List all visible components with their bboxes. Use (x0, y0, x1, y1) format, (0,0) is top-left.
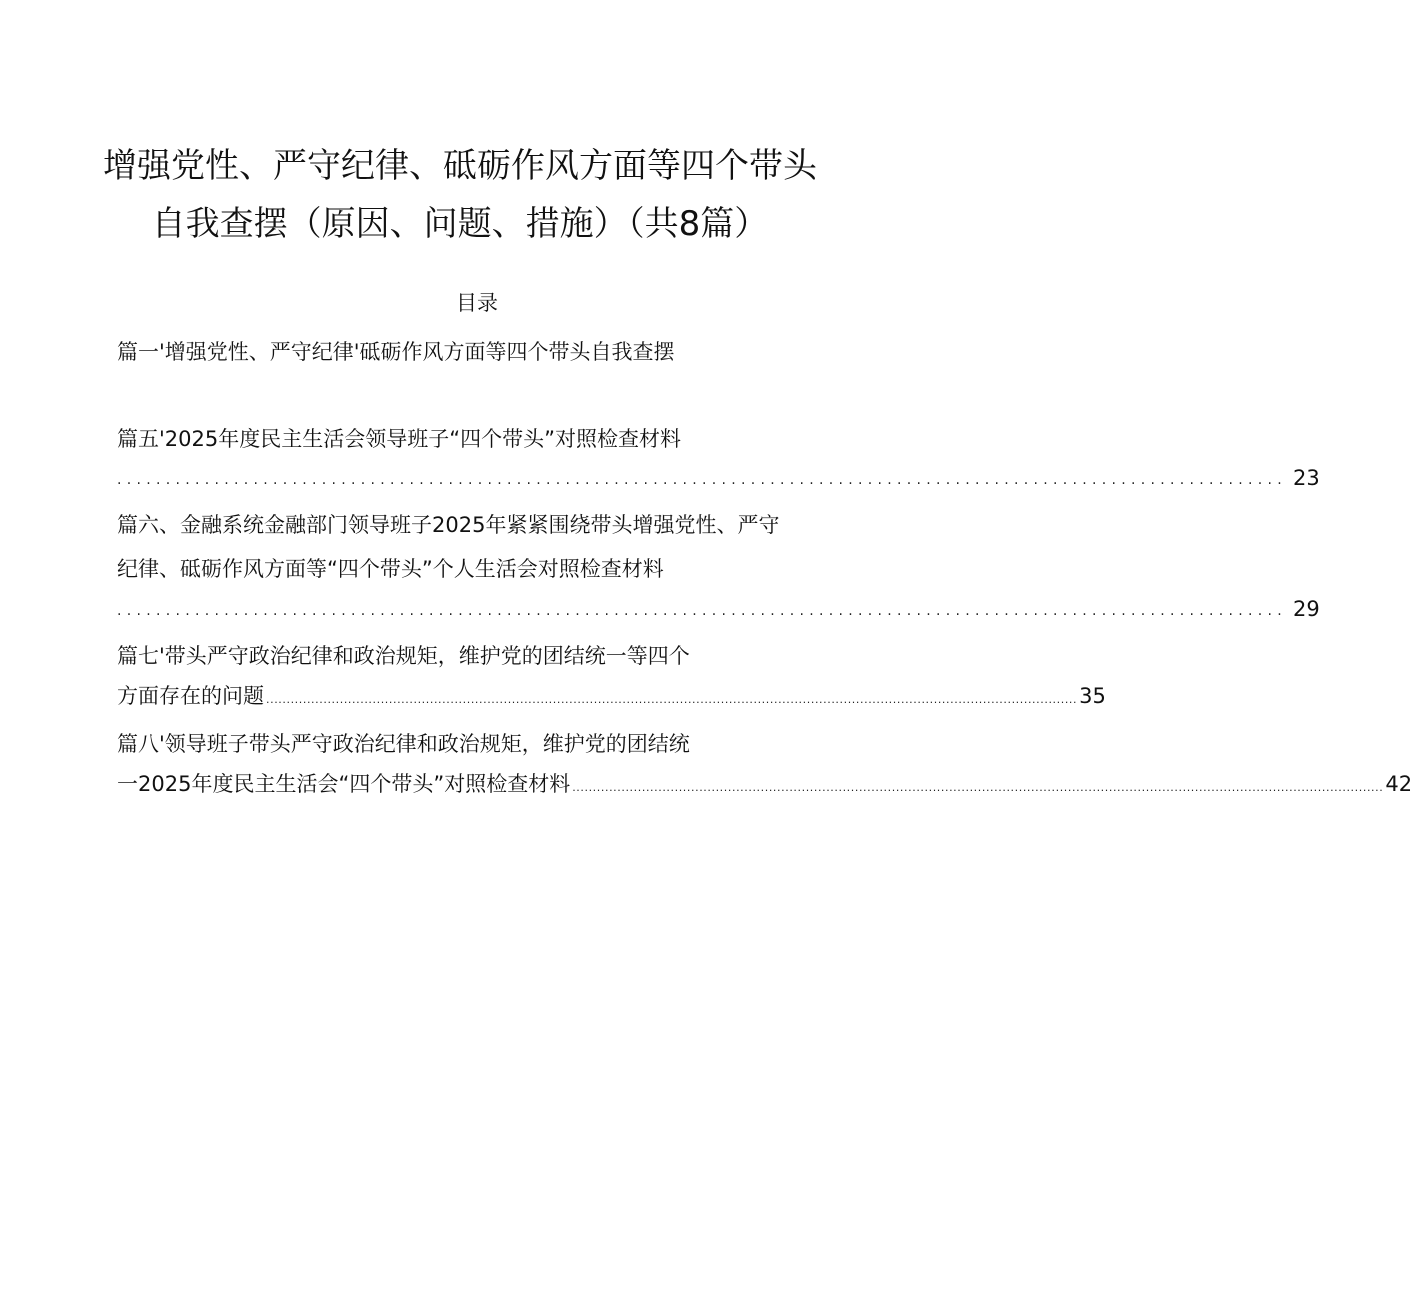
toc-entry-2-leader[interactable] (117, 462, 1320, 490)
toc-entry-4-line-2-row[interactable] (117, 681, 1106, 709)
dot-leader: ...................................................................................................................................................................................................... (572, 781, 1384, 794)
toc-entry-5-line-2-row[interactable] (117, 769, 1412, 797)
dot-leader: ........................................................................................................................ (117, 603, 1288, 619)
toc-entry-4-line-2: 方面存在的问题 (117, 684, 264, 708)
dot-leader: ........................................................................................................................ (117, 472, 1288, 488)
toc-entry-3-line-2[interactable]: 纪律、砥砺作风方面等“四个带头”个人生活会对照检查材料 (117, 557, 664, 581)
toc-entry-4-line-1[interactable]: 篇七'带头严守政治纪律和政治规矩，维护党的团结统一等四个 (117, 644, 690, 668)
document-title-line-2: 自我查摆（原因、问题、措施）（共8篇） (151, 204, 769, 244)
dot-leader: ...................................................................................................................................................................................................... (266, 693, 1078, 706)
toc-entry-5-line-1[interactable]: 篇八'领导班子带头严守政治纪律和政治规矩，维护党的团结统 (117, 732, 690, 756)
toc-entry-4-page: 35 (1079, 684, 1106, 708)
document-title-line-1: 增强党性、严守纪律、砥砺作风方面等四个带头 (103, 146, 817, 186)
toc-entry-3-leader[interactable] (117, 593, 1320, 621)
toc-entry-5-page: 42 (1385, 772, 1412, 796)
toc-entry-3-page: 29 (1293, 597, 1320, 621)
toc-heading: 目录 (456, 291, 498, 315)
toc-entry-1-line-1[interactable]: 篇一'增强党性、严守纪律'砥砺作风方面等四个带头自我查摆 (117, 340, 675, 364)
toc-entry-2-page: 23 (1293, 466, 1320, 490)
toc-entry-3-line-1[interactable]: 篇六、金融系统金融部门领导班子2025年紧紧围绕带头增强党性、严守 (117, 513, 780, 537)
toc-entry-2-line-1[interactable]: 篇五'2025年度民主生活会领导班子“四个带头”对照检查材料 (117, 427, 681, 451)
toc-entry-5-line-2: 一2025年度民主生活会“四个带头”对照检查材料 (117, 772, 571, 796)
